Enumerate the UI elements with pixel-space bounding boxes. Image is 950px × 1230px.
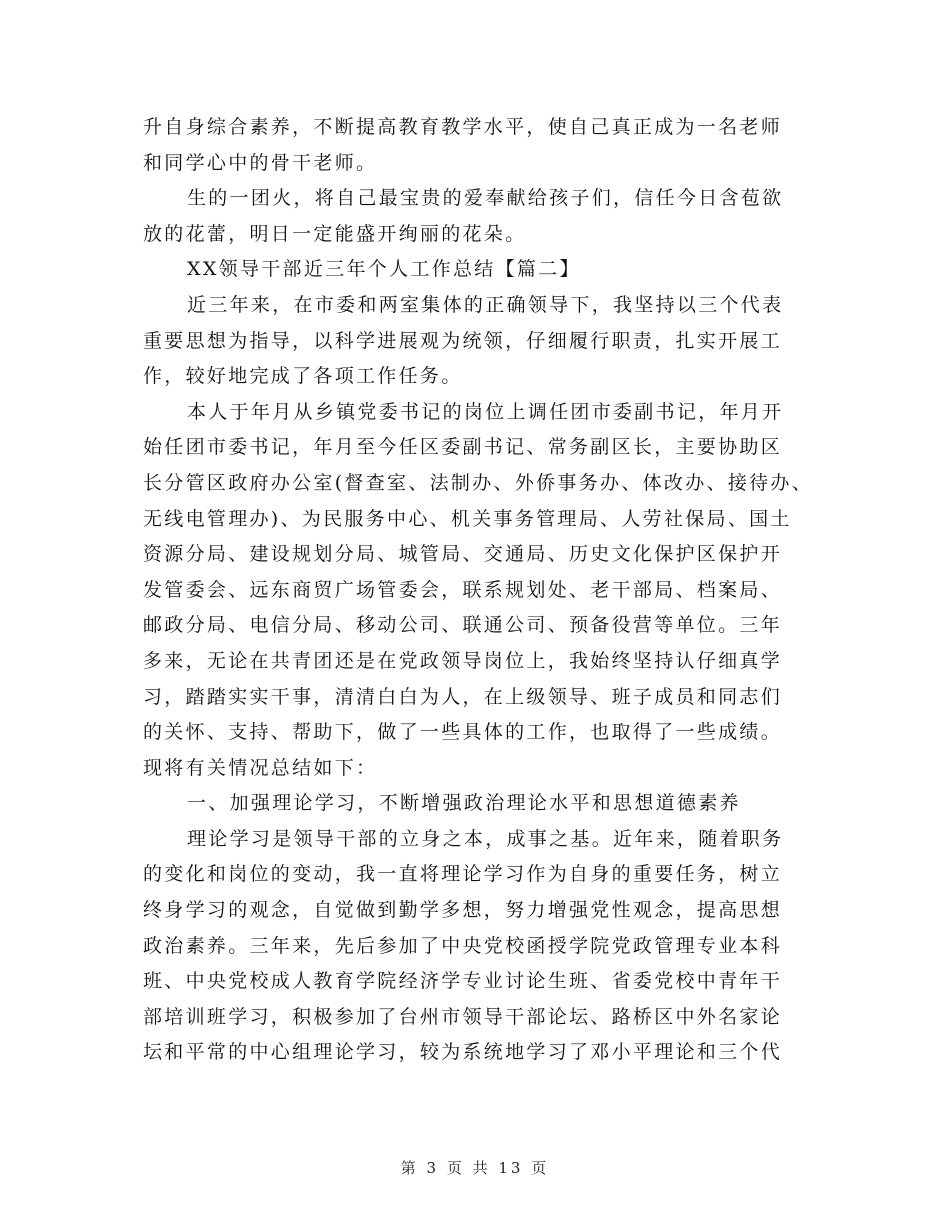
text-line: 重要思想为指导，以科学进展观为统领，仔细履行职责，扎实开展工: [143, 329, 783, 352]
document-body: [143, 110, 814, 1071]
text-line: 的变化和岗位的变动，我一直将理论学习作为自身的重要任务，树立: [143, 863, 783, 886]
text-line: 资源分局、建设规划分局、城管局、交通局、历史文化保护区保护开: [143, 543, 783, 566]
text-line: 作，较好地完成了各项工作任务。: [143, 365, 463, 388]
text-line: 部培训班学习，积极参加了台州市领导干部论坛、路桥区中外名家论: [143, 1005, 783, 1028]
text-line: 多来，无论在共青团还是在党政领导岗位上，我始终坚持认仔细真学: [143, 649, 783, 672]
text-line: 近三年来，在市委和两室集体的正确领导下，我坚持以三个代表: [187, 293, 784, 316]
text-line: 长分管区政府办公室(督查室、法制办、外侨事务办、体改办、接待办、: [143, 471, 814, 494]
text-line: 始任团市委书记，年月至今任区委副书记、常务副区长，主要协助区: [143, 436, 783, 459]
text-line: 生的一团火，将自己最宝贵的爱奉献给孩子们，信任今日含苞欲: [187, 187, 784, 210]
text-line: 终身学习的观念，自觉做到勤学多想，努力增强党性观念，提高思想: [143, 899, 783, 922]
text-line: 一、加强理论学习，不断增强政治理论水平和思想道德素养: [187, 792, 741, 815]
text-line: 政治素养。三年来，先后参加了中央党校函授学院党政管理专业本科: [143, 934, 783, 957]
text-line: 班、中央党校成人教育学院经济学专业讨论生班、省委党校中青年干: [143, 970, 783, 993]
page-number-footer: 第 3 页 共 13 页: [400, 1159, 550, 1177]
text-line: 理论学习是领导干部的立身之本，成事之基。近年来，随着职务: [187, 827, 784, 850]
text-line: 升自身综合素养，不断提高教育教学水平，使自己真正成为一名老师: [143, 116, 783, 138]
text-line: 和同学心中的骨干老师。: [143, 151, 378, 174]
text-line: 发管委会、远东商贸广场管委会，联系规划处、老干部局、档案局、: [143, 578, 783, 601]
text-line: 习，踏踏实实干事，清清白白为人，在上级领导、班子成员和同志们: [143, 685, 783, 708]
text-line: 邮政分局、电信分局、移动公司、联通公司、预备役营等单位。三年: [143, 614, 783, 637]
text-line: 现将有关情况总结如下：: [143, 756, 378, 779]
text-line: 无线电管理办)、为民服务中心、机关事务管理局、人劳社保局、国土: [143, 507, 792, 530]
text-line: XX领导干部近三年个人工作总结【篇二】: [187, 258, 581, 281]
text-line: 的关怀、支持、帮助下，做了一些具体的工作，也取得了一些成绩。: [143, 721, 783, 744]
text-line: 坛和平常的中心组理论学习，较为系统地学习了邓小平理论和三个代: [143, 1041, 783, 1064]
text-line: 放的花蕾，明日一定能盛开绚丽的花朵。: [143, 222, 527, 245]
text-line: 本人于年月从乡镇党委书记的岗位上调任团市委副书记，年月开: [187, 400, 784, 423]
